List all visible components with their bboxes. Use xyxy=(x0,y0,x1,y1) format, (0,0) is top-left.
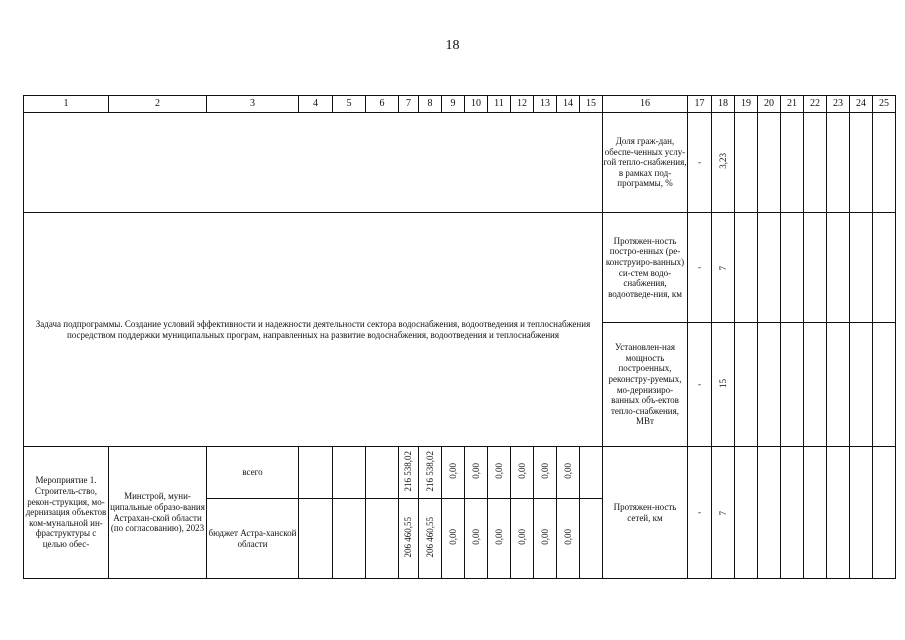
amount-cell: 0,00 xyxy=(465,499,488,579)
col18-value: 7 xyxy=(712,447,735,579)
indicator-text: Доля граж-дан, обеспе-ченных услу-гой тепло-снабжения, в рамках под-программы, % xyxy=(603,113,688,213)
indicator-text: Протяжен-ность сетей, км xyxy=(603,447,688,579)
amount-cell: 0,00 xyxy=(465,447,488,499)
column-number: 1 xyxy=(24,96,109,113)
subprogram-task-text: Задача подпрограммы. Создание условий эффективности и надежности деятельности сектора водоснабжения, водоотведения и теплоснабжения посредством поддержки муниципальных програм, направленных на развитие водоснабжения, водоотведения и теплоснабжения xyxy=(24,213,603,447)
col18-value xyxy=(712,323,735,447)
column-number: 17 xyxy=(688,96,712,113)
event-name: Мероприятие 1. Строитель-ство, рекон-струкция, мо-дернизация объектов ком-мунальной ин-фраструктуры с целью обес- xyxy=(24,447,109,579)
amount-cell: 0,00 xyxy=(511,499,534,579)
column-number: 20 xyxy=(758,96,781,113)
column-number: 16 xyxy=(603,96,688,113)
program-table xyxy=(23,95,896,579)
amount-cell: 0,00 xyxy=(534,447,557,499)
indicator-text: Протяжен-ность постро-енных (ре-конструиро-ванных) си-стем водо-снабжения, водоотведе-ния, км xyxy=(603,213,688,323)
event-executor: Минстрой, муни-ципальные образо-вания Астрахан-ской области (по согласованию), 2023 xyxy=(109,447,207,579)
column-number: 2 xyxy=(109,96,207,113)
amount-cell: 0,00 xyxy=(488,447,511,499)
column-number: 4 xyxy=(299,96,333,113)
column-number: 5 xyxy=(333,96,366,113)
col17-value: - xyxy=(688,447,712,579)
col18-value xyxy=(712,213,735,323)
column-number: 25 xyxy=(873,96,896,113)
column-number: 22 xyxy=(804,96,827,113)
amount-cell: 206 460,55 xyxy=(419,499,442,579)
amount-cell: 0,00 xyxy=(442,447,465,499)
page-number: 18 xyxy=(445,38,460,53)
amount-cell: 0,00 xyxy=(442,499,465,579)
column-number: 18 xyxy=(712,96,735,113)
col18-text: 7 xyxy=(717,265,728,271)
column-number: 23 xyxy=(827,96,850,113)
amount-cell: 0,00 xyxy=(534,499,557,579)
column-number-row xyxy=(24,96,896,113)
amount-cell: 216 538,02 xyxy=(419,447,442,499)
column-number: 8 xyxy=(419,96,442,113)
column-number: 13 xyxy=(534,96,557,113)
funding-source-budget: бюджет Астра-ханской области xyxy=(207,499,299,579)
column-number: 6 xyxy=(366,96,399,113)
amount-cell: 216 538,02 xyxy=(399,447,419,499)
indicator-text: Установлен-ная мощность построенных, реконстру-руемых, мо-дернизиро-ванных объ-ектов тепло-снабжения, МВт xyxy=(603,323,688,447)
event-row-total xyxy=(24,447,896,499)
column-number: 14 xyxy=(557,96,580,113)
col17-value: - xyxy=(688,213,712,323)
amount-cell: 0,00 xyxy=(488,499,511,579)
amount-cell: 0,00 xyxy=(557,447,580,499)
amount-cell: 0,00 xyxy=(557,499,580,579)
col18-text: 15 xyxy=(717,378,728,388)
col17-value: - xyxy=(688,113,712,213)
indicator-row-network-length xyxy=(24,213,896,323)
column-number: 10 xyxy=(465,96,488,113)
column-number: 9 xyxy=(442,96,465,113)
column-number: 24 xyxy=(850,96,873,113)
column-number: 21 xyxy=(781,96,804,113)
indicator-row-heat-share xyxy=(24,113,896,213)
column-number: 7 xyxy=(399,96,419,113)
column-number: 15 xyxy=(580,96,603,113)
column-number: 3 xyxy=(207,96,299,113)
amount-cell: 0,00 xyxy=(511,447,534,499)
col18-value xyxy=(712,113,735,213)
empty-merged-cell xyxy=(24,113,603,213)
col17-value: - xyxy=(688,323,712,447)
col18-text: 3,23 xyxy=(717,153,728,170)
column-number: 11 xyxy=(488,96,511,113)
amount-cell: 206 460,55 xyxy=(399,499,419,579)
funding-source-total: всего xyxy=(207,447,299,499)
column-number: 12 xyxy=(511,96,534,113)
column-number: 19 xyxy=(735,96,758,113)
